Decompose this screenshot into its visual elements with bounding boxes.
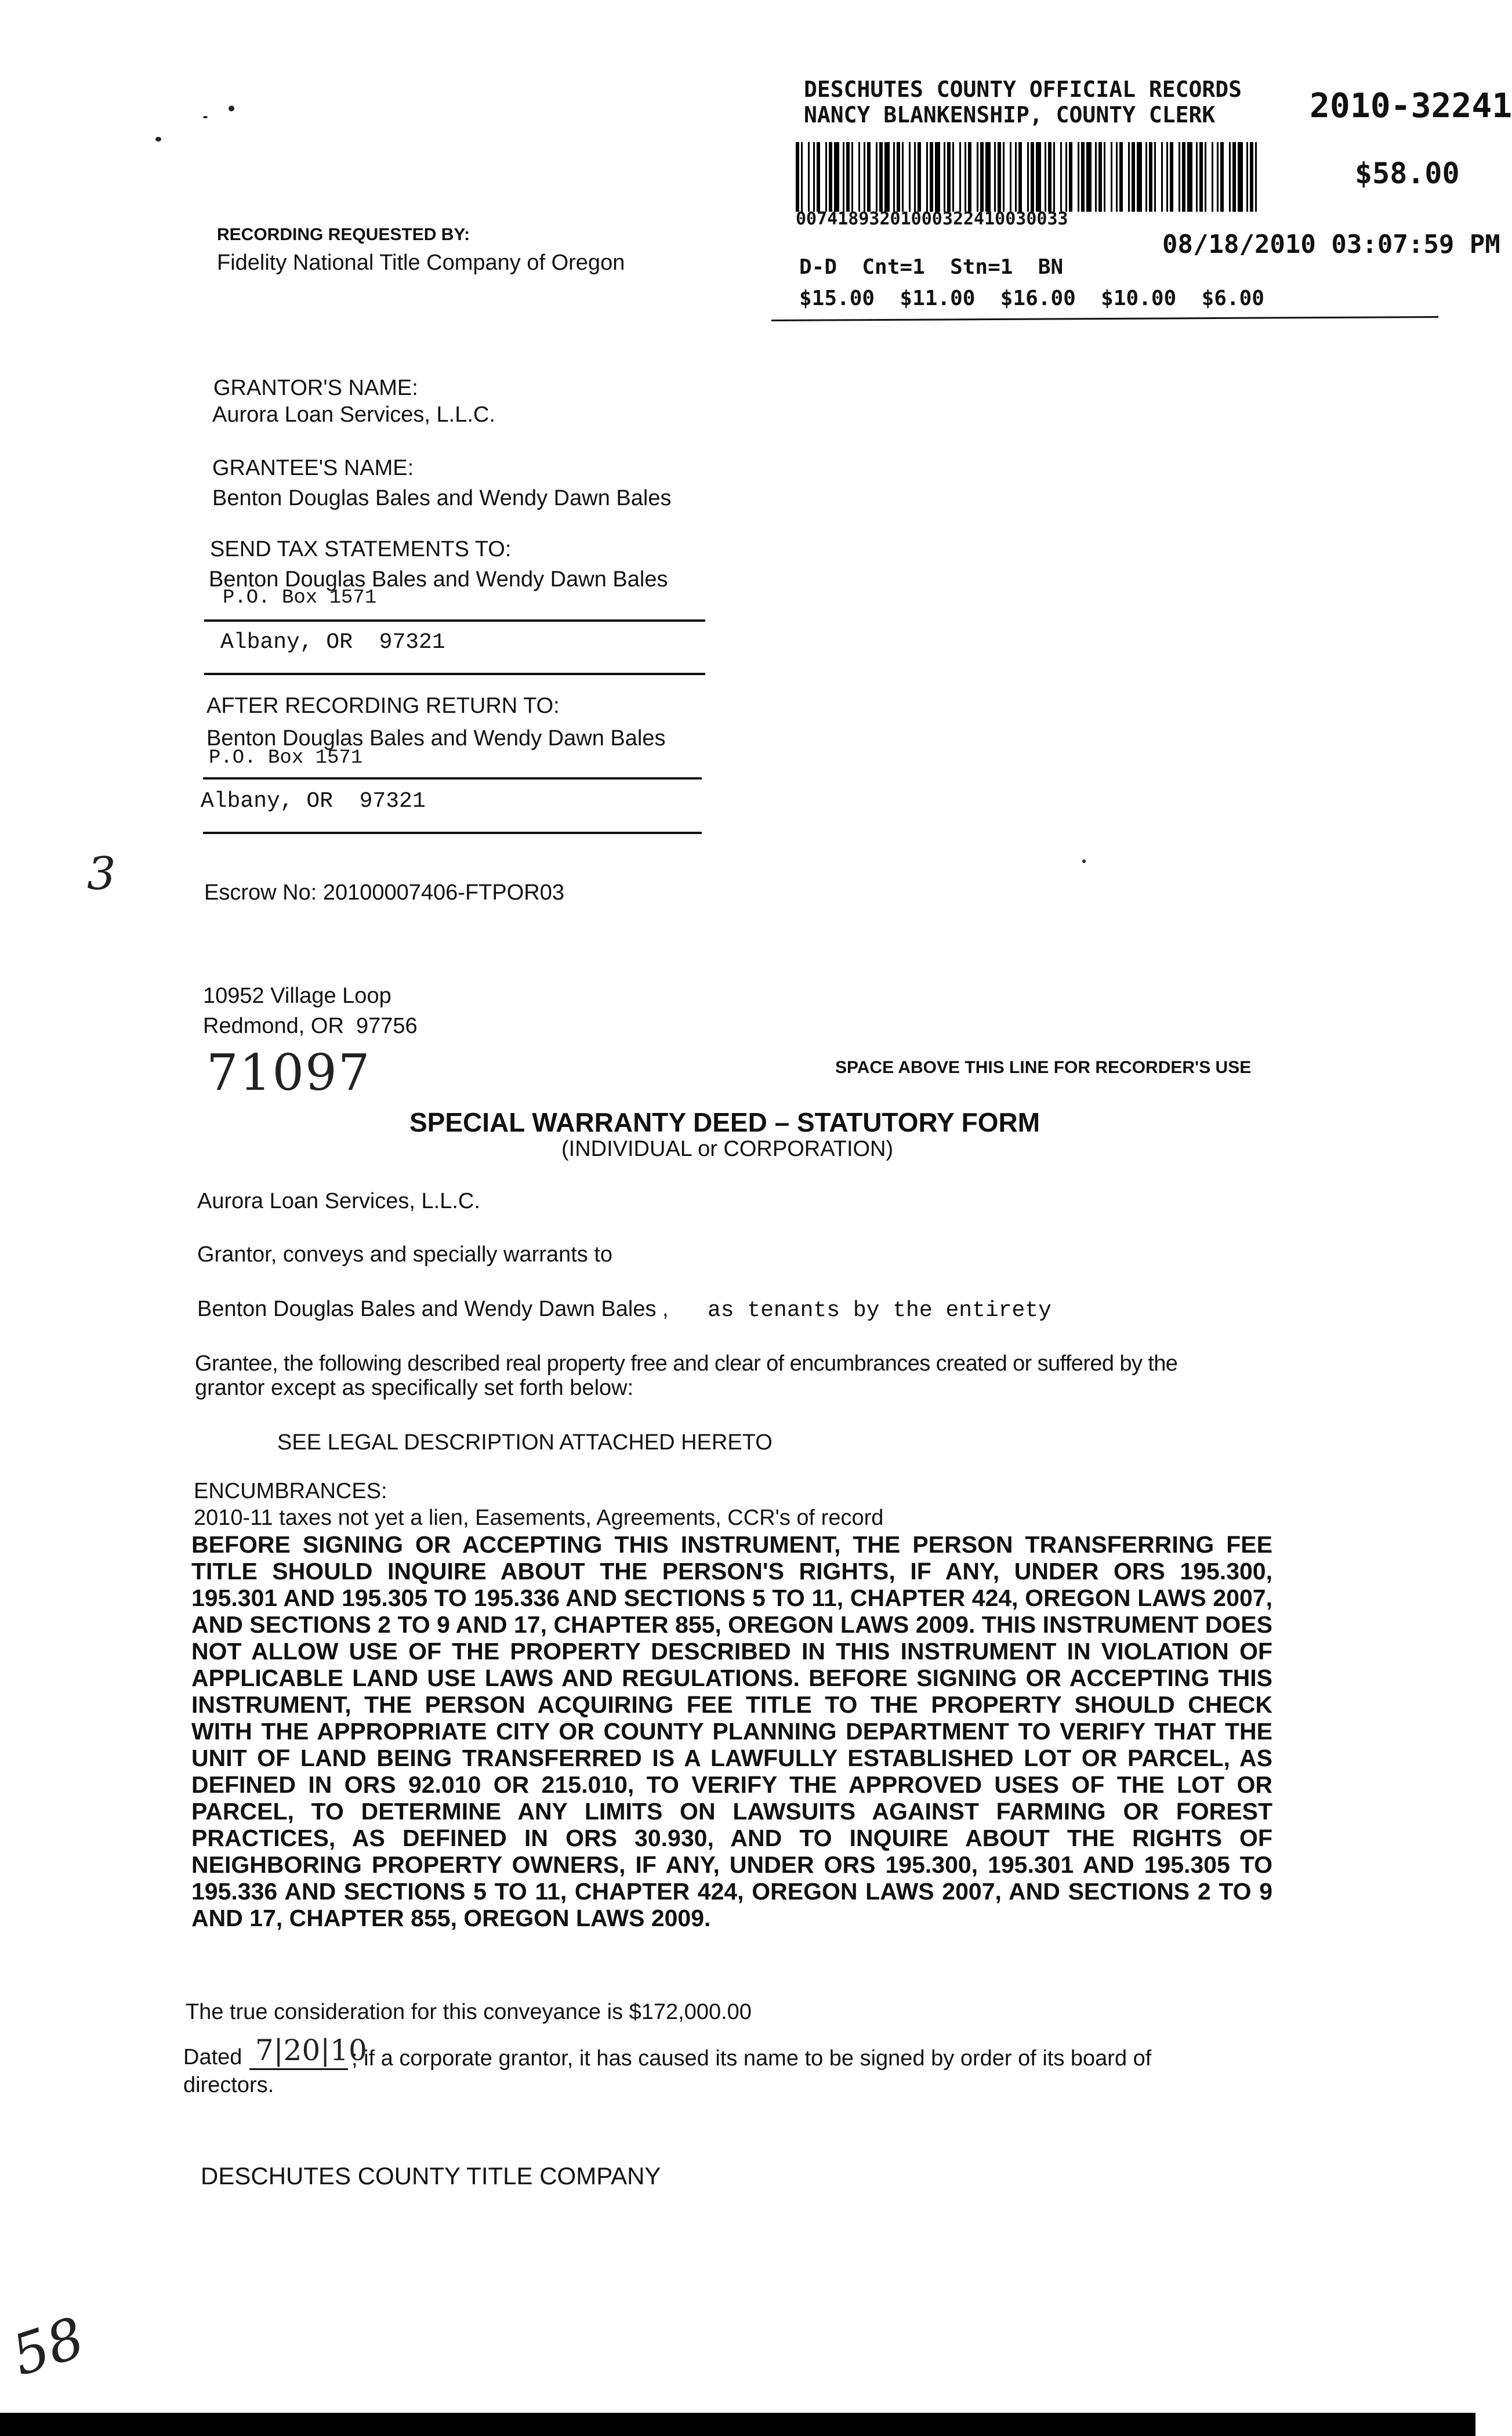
return-line2-rule — [203, 832, 702, 834]
deed-conveys: Grantor, conveys and specially warrants to — [197, 1242, 613, 1267]
deed-tenancy: as tenants by the entirety — [708, 1298, 1051, 1323]
dated-rest-2: directors. — [183, 2073, 274, 2097]
barcode-bar — [1015, 142, 1017, 212]
property-line1: 10952 Village Loop — [203, 984, 391, 1008]
handwritten-number: 71097 — [206, 1044, 371, 1102]
barcode-bar — [1128, 142, 1130, 212]
barcode-bar — [977, 142, 978, 212]
barcode-bar — [902, 142, 904, 212]
barcode-bar — [1060, 142, 1062, 212]
return-address-line2: Albany, OR 97321 — [201, 789, 426, 814]
barcode-bar — [935, 142, 940, 212]
barcode-bar — [1116, 142, 1118, 212]
grantee-label: GRANTEE'S NAME: — [212, 456, 414, 480]
barcode-bar — [947, 142, 951, 212]
scan-speck — [1082, 860, 1086, 863]
scan-edge — [0, 2413, 1475, 2436]
barcode-bar — [909, 142, 911, 212]
barcode-bar — [926, 142, 928, 212]
dated-value: 7|20|10 — [255, 2033, 367, 2067]
barcode-bar — [994, 142, 996, 212]
barcode-bar — [1246, 142, 1248, 212]
barcode-bar — [1098, 142, 1102, 212]
scan-speck — [203, 116, 208, 118]
encumbrances-label: ENCUMBRANCES: — [194, 1479, 387, 1503]
barcode-bar — [897, 142, 900, 212]
dated-underline — [249, 2068, 348, 2070]
recorder-space-note: SPACE ABOVE THIS LINE FOR RECORDER'S USE — [835, 1058, 1252, 1077]
barcode-bar — [1196, 142, 1198, 212]
deed-grantee-clause-1: Grantee, the following described real property free and clear of encumbrances created or suffered by the — [195, 1351, 1178, 1376]
scan-speck — [229, 106, 234, 111]
tax-line2-rule — [204, 673, 705, 675]
barcode-bar — [858, 142, 860, 212]
barcode-bar — [843, 142, 844, 212]
barcode-bar — [914, 142, 916, 212]
barcode-bar — [1161, 142, 1163, 212]
recorder-office: DESCHUTES COUNTY OFFICIAL RECORDS — [804, 77, 1242, 102]
barcode-bar — [980, 142, 984, 212]
escrow-number: Escrow No: 20100007406-FTPOR03 — [204, 880, 564, 905]
barcode-bar — [918, 142, 921, 212]
barcode-bar — [1187, 142, 1192, 212]
barcode-bar — [1220, 142, 1224, 212]
barcode-bar — [1232, 142, 1236, 212]
barcode-bar — [1081, 142, 1085, 212]
barcode-bar — [851, 142, 853, 212]
barcode-bar — [1031, 142, 1034, 212]
barcode-bar — [1078, 142, 1079, 212]
barcode-bar — [944, 142, 945, 212]
dated-rest-1: ; if a corporate grantor, it has caused its name to be signed by order of its board of — [351, 2046, 1152, 2071]
property-line2: Redmond, OR 97756 — [203, 1014, 418, 1038]
grantor-name: Aurora Loan Services, L.L.C. — [212, 403, 495, 427]
doc-number: 2010-32241 — [1310, 86, 1512, 125]
barcode-bar — [879, 142, 883, 212]
barcode-bar — [864, 142, 865, 212]
barcode-bar — [1104, 142, 1105, 212]
barcode-bar — [1154, 142, 1156, 212]
barcode-bar — [1217, 142, 1219, 212]
barcode-bar — [1119, 142, 1123, 212]
recorder-clerk: NANCY BLANKENSHIP, COUNTY CLERK — [804, 102, 1216, 128]
deed-title: SPECIAL WARRANTY DEED – STATUTORY FORM — [409, 1107, 1040, 1137]
barcode-bar — [1212, 142, 1213, 212]
barcode-bar — [1149, 142, 1152, 212]
page-mark: 58 — [4, 2304, 92, 2389]
barcode-bar — [893, 142, 895, 212]
barcode-bar — [1048, 142, 1051, 212]
barcode-bar — [1170, 142, 1173, 212]
barcode-bar — [796, 142, 799, 212]
margin-mark: 3 — [87, 848, 116, 900]
barcode-bar — [1027, 142, 1029, 212]
barcode-bar — [813, 142, 815, 212]
dated-label: Dated — [183, 2045, 242, 2069]
barcode-bar — [1086, 142, 1092, 212]
return-line1-rule — [203, 777, 702, 780]
barcode-bar — [1166, 142, 1168, 212]
barcode-bar — [998, 142, 1001, 212]
record-timestamp: 08/18/2010 03:07:59 PM — [1162, 230, 1500, 259]
barcode-bar — [801, 142, 803, 212]
barcode-bar — [829, 142, 832, 212]
title-company: DESCHUTES COUNTY TITLE COMPANY — [201, 2162, 661, 2190]
barcode-bar — [959, 142, 961, 212]
consideration: The true consideration for this conveyance is $172,000.00 — [186, 2000, 752, 2024]
barcode-bar — [930, 142, 933, 212]
grantor-label: GRANTOR'S NAME: — [213, 376, 418, 400]
barcode-number: 00741893201000322410030033 — [796, 209, 1068, 229]
barcode-bar — [817, 142, 820, 212]
scan-speck — [155, 137, 161, 142]
return-name: Benton Douglas Bales and Wendy Dawn Bales — [206, 726, 666, 751]
barcode — [796, 142, 1259, 212]
tax-name: Benton Douglas Bales and Wendy Dawn Bales — [209, 567, 668, 592]
statutory-warning: BEFORE SIGNING OR ACCEPTING THIS INSTRUMENT, THE PERSON TRANSFERRING FEE TITLE SHOULD INQUIRE ABOUT THE PERSON'S RIGHTS, IF ANY, UNDER ORS 195.300, 195.301 AND 195.305 TO 195.336 AND SECTIONS 5 TO 11, CHAPTER 424, OREGON LAWS 2007, AND SECTIONS 2 TO 9 AND 17, CHAPTER 855, OREGON LAWS 2009. THIS INSTRUMENT DOES NOT ALLOW USE OF THE PROPERTY DESCRIBED IN THIS INSTRUMENT IN VIOLATION OF APPLICABLE LAND USE LAWS AND REGULATIONS. BEFORE SIGNING OR ACCEPTING THIS INSTRUMENT, THE PERSON ACQUIRING FEE TITLE TO THE PROPERTY SHOULD CHECK WITH THE APPROPRIATE CITY OR COUNTY PLANNING DEPARTMENT TO VERIFY THAT THE UNIT OF LAND BEING TRANSFERRED IS A LAWFULLY ESTABLISHED LOT OR PARCEL, AS DEFINED IN ORS 92.010 OR 215.010, TO VERIFY THE APPROVED USES OF THE LOT OR PARCEL, TO DETERMINE ANY LIMITS ON LAWSUITS AGAINST FARMING OR FOREST PRACTICES, AS DEFINED IN ORS 30.930, AND TO INQUIRE ABOUT THE RIGHTS OF NEIGHBORING PROPERTY OWNERS, IF ANY, UNDER ORS 195.300, 195.301 AND 195.305 TO 195.336 AND SECTIONS 5 TO 11, CHAPTER 424, OREGON LAWS 2007, AND SECTIONS 2 TO 9 AND 17, CHAPTER 855, OREGON LAWS 2009. — [191, 1531, 1272, 1931]
barcode-bar — [1010, 142, 1011, 212]
recorder-divider — [771, 316, 1438, 321]
return-label: AFTER RECORDING RETURN TO: — [206, 694, 560, 718]
barcode-bar — [867, 142, 871, 212]
deed-grantee-clause-2: grantor except as specifically set forth below: — [195, 1376, 634, 1400]
barcode-bar — [846, 142, 850, 212]
tax-label: SEND TAX STATEMENTS TO: — [210, 537, 512, 561]
barcode-bar — [1145, 142, 1147, 212]
barcode-bar — [968, 142, 971, 212]
record-fees: $15.00 $11.00 $16.00 $10.00 $6.00 — [799, 287, 1264, 310]
barcode-bar — [1003, 142, 1005, 212]
barcode-bar — [1255, 142, 1257, 212]
barcode-bar — [808, 142, 810, 212]
barcode-bar — [1065, 142, 1067, 212]
return-address-line1: P.O. Box 1571 — [209, 747, 363, 769]
barcode-bar — [876, 142, 878, 212]
barcode-bar — [1069, 142, 1072, 212]
deed-grantee-names: Benton Douglas Bales and Wendy Dawn Bales , — [197, 1297, 669, 1321]
barcode-bar — [1111, 142, 1112, 212]
barcode-bar — [825, 142, 827, 212]
barcode-bar — [1137, 142, 1142, 212]
barcode-bar — [1132, 142, 1135, 212]
tax-line1-rule — [204, 619, 705, 622]
barcode-bar — [884, 142, 890, 212]
tax-address-line2: Albany, OR 97321 — [220, 630, 445, 655]
requested-name: Fidelity National Title Company of Oregon — [217, 251, 625, 275]
barcode-bar — [1018, 142, 1022, 212]
barcode-bar — [1238, 142, 1243, 212]
barcode-bar — [1036, 142, 1041, 212]
record-codes: D-D Cnt=1 Stn=1 BN — [799, 255, 1064, 279]
barcode-bar — [834, 142, 839, 212]
barcode-bar — [965, 142, 966, 212]
barcode-bar — [1250, 142, 1253, 212]
barcode-bar — [1053, 142, 1055, 212]
barcode-bar — [1229, 142, 1231, 212]
grantee-name: Benton Douglas Bales and Wendy Dawn Bales — [212, 486, 672, 510]
encumbrances-text: 2010-11 taxes not yet a lien, Easements, Agreements, CCR's of record — [194, 1506, 884, 1530]
barcode-bar — [952, 142, 954, 212]
barcode-bar — [1205, 142, 1206, 212]
requested-label: RECORDING REQUESTED BY: — [217, 225, 470, 244]
deed-subtitle: (INDIVIDUAL or CORPORATION) — [561, 1137, 894, 1161]
barcode-bar — [985, 142, 991, 212]
barcode-bar — [1199, 142, 1203, 212]
tax-address-line1: P.O. Box 1571 — [223, 587, 377, 609]
fee-total: $58.00 — [1355, 157, 1460, 190]
deed-grantor-name: Aurora Loan Services, L.L.C. — [197, 1189, 480, 1213]
barcode-bar — [1095, 142, 1097, 212]
legal-description-ref: SEE LEGAL DESCRIPTION ATTACHED HERETO — [277, 1430, 773, 1455]
barcode-bar — [1179, 142, 1180, 212]
barcode-bar — [1182, 142, 1185, 212]
barcode-bar — [1045, 142, 1046, 212]
